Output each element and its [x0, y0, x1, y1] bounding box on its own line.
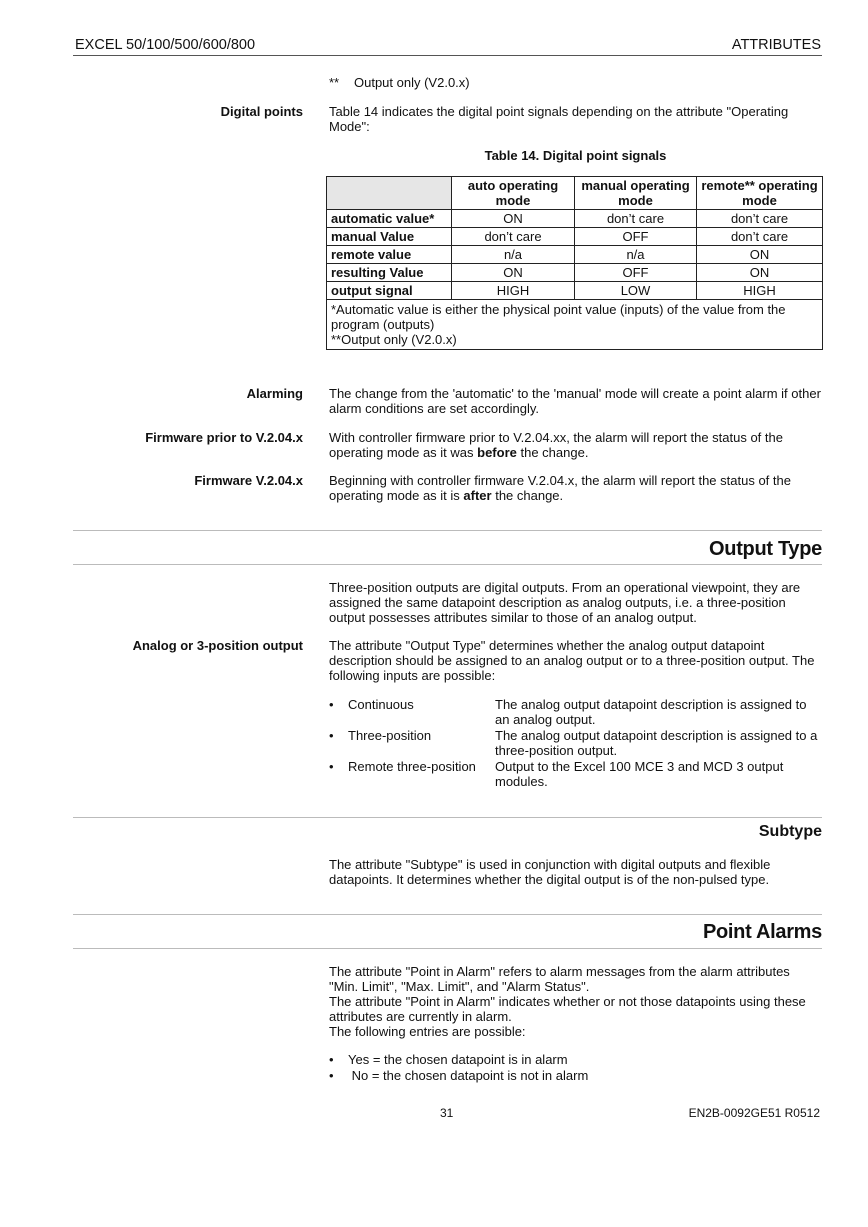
table-header: manual operating mode	[575, 177, 697, 210]
firmware-new-bold: after	[463, 488, 492, 503]
table-cell: HIGH	[697, 282, 823, 300]
table-footnote-2: **Output only (V2.0.x)	[331, 332, 457, 347]
section-rule	[73, 948, 822, 949]
firmware-prior-bold: before	[477, 445, 517, 460]
option-name: Remote three-position	[348, 759, 476, 774]
firmware-prior-text-a: With controller firmware prior to V.2.04.xx, the alarm will report the status of the operating mode as it was	[329, 430, 783, 460]
table-footnote-1: *Automatic value is either the physical point value (inputs) of the value from the program (outputs)	[331, 302, 786, 332]
table-cell: OFF	[575, 264, 697, 282]
table-row	[327, 264, 823, 282]
section-rule	[73, 530, 822, 531]
table-footnote-row	[327, 300, 823, 350]
section-rule	[73, 564, 822, 565]
table-cell: n/a	[452, 246, 575, 264]
alarm-entry-yes: Yes = the chosen datapoint is in alarm	[348, 1052, 568, 1067]
table-row-label: automatic value*	[327, 210, 452, 228]
table-cell: don’t care	[697, 228, 823, 246]
analog-output-label: Analog or 3-position output	[132, 638, 303, 653]
point-alarms-title: Point Alarms	[702, 921, 822, 943]
point-alarms-text	[329, 964, 822, 1039]
table-row	[327, 282, 823, 300]
header-left: EXCEL 50/100/500/600/800	[75, 37, 256, 53]
table-cell: don’t care	[452, 228, 575, 246]
table-row-label: output signal	[327, 282, 452, 300]
bullet-dot: •	[329, 1052, 334, 1067]
firmware-new-text-a: Beginning with controller firmware V.2.04.x, the alarm will report the status of the operating mode as it is	[329, 473, 791, 503]
point-alarms-line-3: The following entries are possible:	[329, 1024, 526, 1039]
bullet-dot: •	[329, 728, 334, 743]
page-number: 31	[440, 1106, 454, 1120]
digital-point-table	[326, 176, 823, 350]
firmware-prior-label: Firmware prior to V.2.04.x	[145, 430, 303, 445]
header-right: ATTRIBUTES	[731, 37, 821, 53]
table-cell: ON	[697, 264, 823, 282]
firmware-new-label: Firmware V.2.04.x	[194, 473, 303, 488]
option-desc: The analog output datapoint description is assigned to an analog output.	[495, 697, 807, 727]
digital-points-label: Digital points	[220, 104, 303, 119]
top-note-marker: **	[329, 75, 340, 90]
table-cell: don’t care	[575, 210, 697, 228]
table-row-label: manual Value	[327, 228, 452, 246]
table-cell: ON	[452, 264, 575, 282]
table-row-label: resulting Value	[327, 264, 452, 282]
table-cell: OFF	[575, 228, 697, 246]
table-header: remote** operating mode	[697, 177, 823, 210]
table-row	[327, 246, 823, 264]
option-desc: The analog output datapoint description is assigned to a three-position output.	[495, 728, 818, 758]
table-caption: Table 14. Digital point signals	[484, 148, 667, 163]
alarming-label: Alarming	[246, 386, 303, 401]
table-header-row	[327, 177, 823, 210]
table-footnote-cell	[327, 300, 823, 350]
table-cell: n/a	[575, 246, 697, 264]
firmware-prior-text-b: the change.	[516, 445, 589, 460]
option-desc: Output to the Excel 100 MCE 3 and MCD 3 output modules.	[495, 759, 784, 789]
output-type-intro: Three-position outputs are digital outputs. From an operational viewpoint, they are assigned the same datapoint description as analog outputs, i.e. a three-position output possesses attributes similar to those of an analog output.	[329, 580, 801, 625]
table-row	[327, 210, 823, 228]
bullet-dot: •	[329, 697, 334, 712]
firmware-new-text	[329, 473, 822, 503]
digital-points-text: Table 14 indicates the digital point signals depending on the attribute "Operating Mode":	[329, 104, 789, 134]
option-name: Three-position	[348, 728, 432, 743]
table-cell: HIGH	[452, 282, 575, 300]
alarming-text: The change from the 'automatic' to the 'manual' mode will create a point alarm if other alarm conditions are set accordingly.	[329, 386, 821, 416]
section-rule	[73, 914, 822, 915]
table-cell: don’t care	[697, 210, 823, 228]
table-cell: LOW	[575, 282, 697, 300]
alarm-entry-no: No = the chosen datapoint is not in alarm	[348, 1068, 589, 1083]
header-rule	[73, 55, 822, 56]
table-cell: ON	[697, 246, 823, 264]
section-rule	[73, 817, 822, 818]
analog-output-text: The attribute "Output Type" determines whether the analog output datapoint description should be assigned to an analog output or to a three-position output. The following inputs are possible:	[329, 638, 815, 683]
option-name: Continuous	[348, 697, 414, 712]
output-type-title: Output Type	[709, 538, 822, 560]
table-cell: ON	[452, 210, 575, 228]
firmware-new-text-b: the change.	[491, 488, 564, 503]
doc-code: EN2B-0092GE51 R0512	[688, 1106, 820, 1120]
table-row	[327, 228, 823, 246]
table-corner-cell	[327, 177, 452, 210]
point-alarms-line-2: The attribute "Point in Alarm" indicates whether or not those datapoints using these attributes are currently in alarm.	[329, 994, 806, 1024]
bullet-dot: •	[329, 1068, 334, 1083]
firmware-prior-text	[329, 430, 822, 460]
subtype-text: The attribute "Subtype" is used in conjunction with digital outputs and flexible datapoints. It determines whether the digital output is of the non-pulsed type.	[329, 857, 771, 887]
subtype-title: Subtype	[758, 823, 822, 840]
table-row-label: remote value	[327, 246, 452, 264]
top-note-text: Output only (V2.0.x)	[354, 75, 470, 90]
table-header: auto operating mode	[452, 177, 575, 210]
point-alarms-line-1: The attribute "Point in Alarm" refers to alarm messages from the alarm attributes "Min. Limit", "Max. Limit", and "Alarm Status".	[329, 964, 790, 994]
bullet-dot: •	[329, 759, 334, 774]
